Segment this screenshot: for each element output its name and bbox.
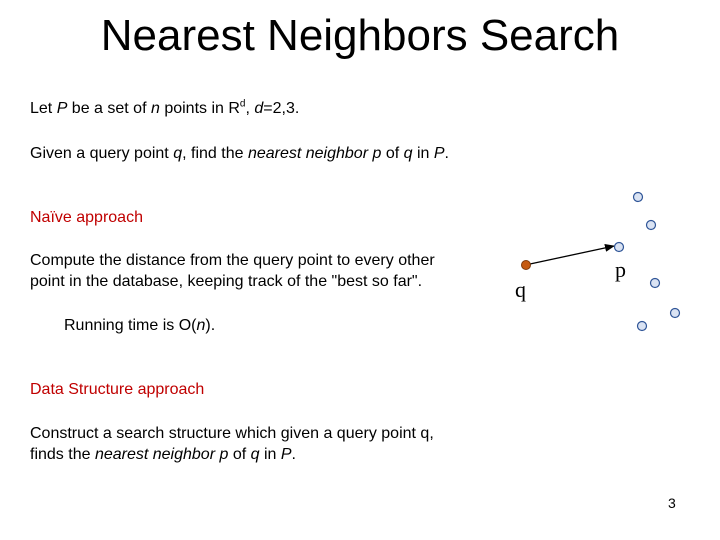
page-number: 3 xyxy=(668,495,676,511)
text-span: , xyxy=(245,100,255,117)
text-span: of xyxy=(228,446,251,463)
query-label: q xyxy=(515,277,526,302)
var-d: d xyxy=(254,100,264,117)
data-point xyxy=(634,193,643,202)
nearest-point xyxy=(615,243,624,252)
var-P: P xyxy=(433,145,445,162)
naive-heading: Naïve approach xyxy=(30,209,143,226)
var-P: P xyxy=(280,446,292,463)
nearest-arrow xyxy=(530,246,614,264)
text-span: in xyxy=(259,446,281,463)
text-span: Running time is O( xyxy=(64,317,197,334)
text-span: ). xyxy=(205,317,216,334)
var-q: q xyxy=(250,446,260,463)
slide-title: Nearest Neighbors Search xyxy=(100,11,620,60)
text-span: Given a query point xyxy=(30,145,174,162)
var-n: n xyxy=(150,100,160,117)
text-span: Let xyxy=(30,100,57,117)
var-q: q xyxy=(173,145,183,162)
text-span: . xyxy=(291,446,296,463)
text-span: , find the xyxy=(182,145,248,162)
text-span: in xyxy=(412,145,434,162)
naive-body-line-1: Compute the distance from the query point to every other xyxy=(30,252,435,269)
ds-body-line-1: Construct a search structure which given a query point q, xyxy=(30,425,434,442)
var-q: q xyxy=(403,145,413,162)
nearest-label: p xyxy=(615,257,626,282)
text-span: of xyxy=(381,145,404,162)
text-span: . xyxy=(444,145,449,162)
ds-heading: Data Structure approach xyxy=(30,381,205,398)
text-span: finds the xyxy=(30,446,95,463)
superscript-d: d xyxy=(239,98,246,110)
naive-body-line-2: point in the database, keeping track of the "best so far". xyxy=(30,273,423,290)
query-point xyxy=(522,261,531,270)
data-point xyxy=(638,322,647,331)
data-point xyxy=(647,221,656,230)
data-point xyxy=(651,279,660,288)
text-span: =2,3. xyxy=(263,100,300,117)
var-n: n xyxy=(196,317,206,334)
var-P: P xyxy=(56,100,68,117)
text-span: points in R xyxy=(159,100,240,117)
data-point xyxy=(671,309,680,318)
term-nearest-neighbor: nearest neighbor p xyxy=(247,145,382,162)
term-nearest-neighbor: nearest neighbor p xyxy=(94,446,229,463)
text-span: be a set of xyxy=(67,100,151,117)
